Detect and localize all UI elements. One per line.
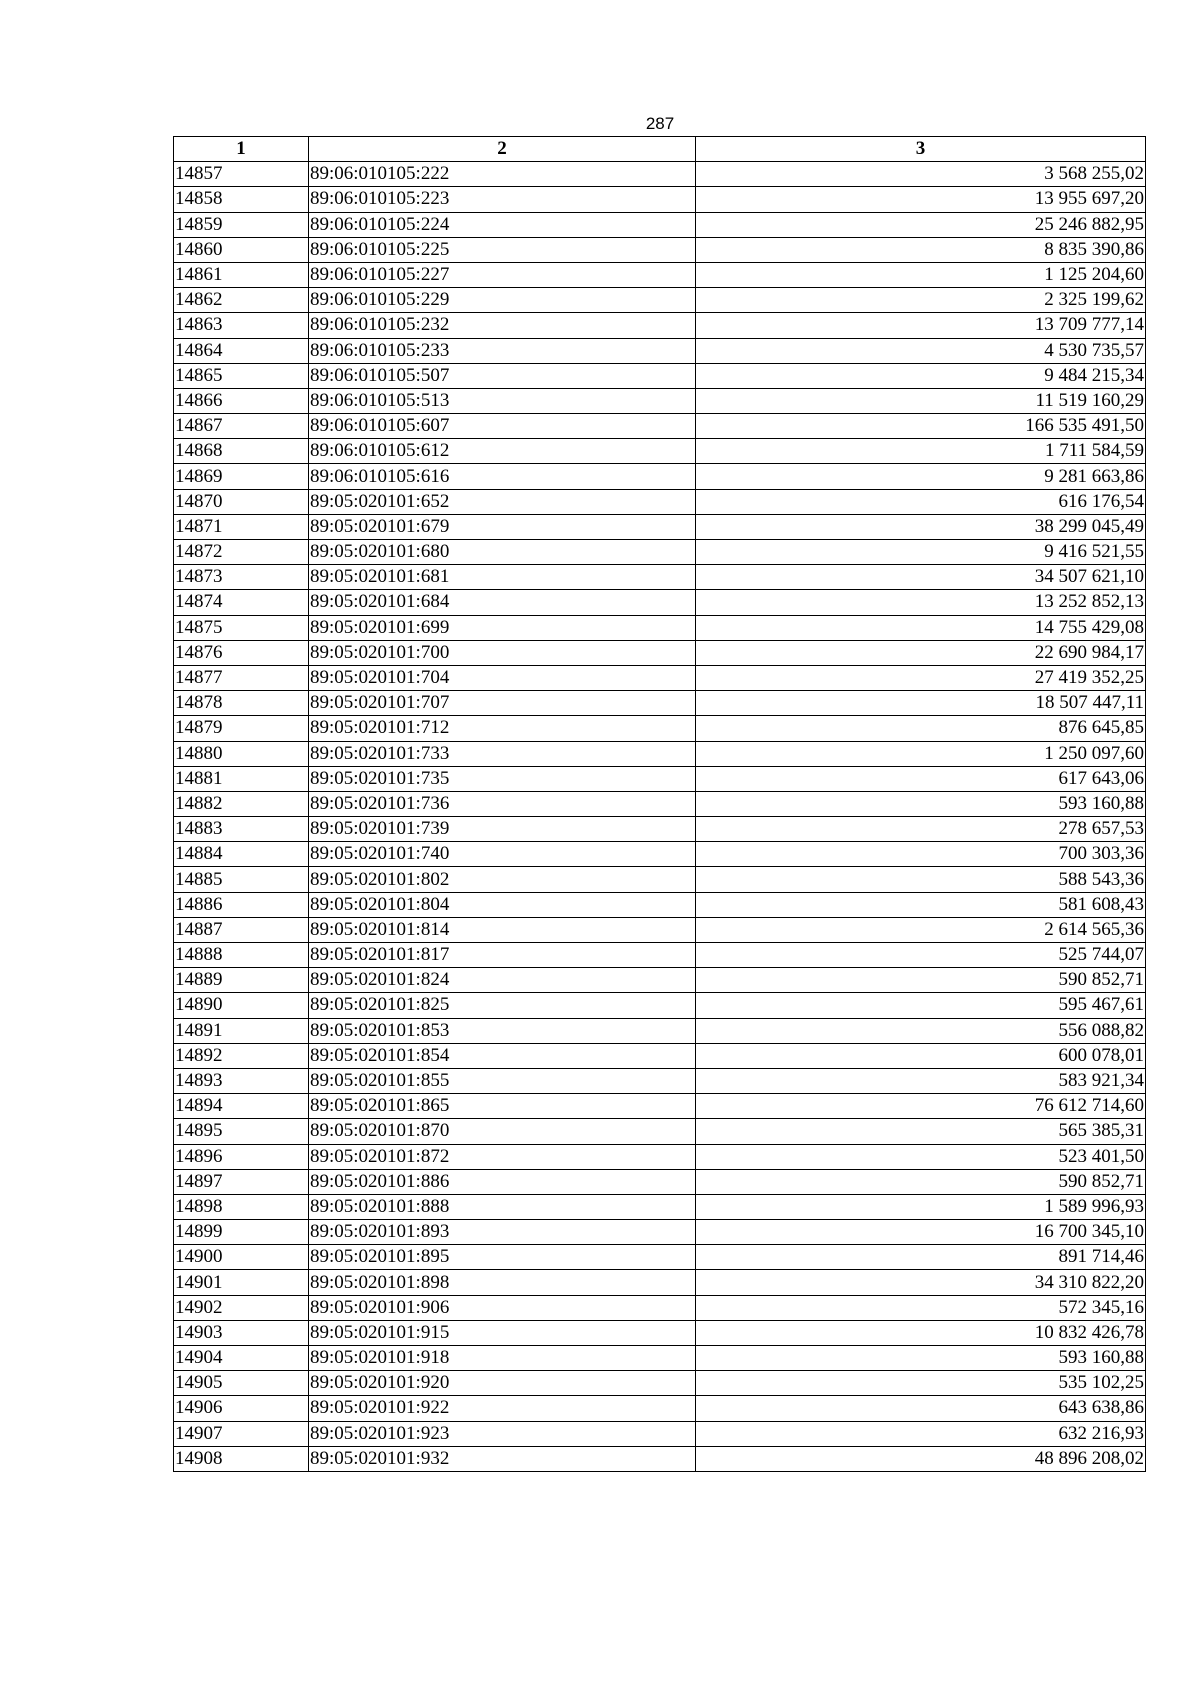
cadastral-number-cell: 89:06:010105:612 <box>309 439 696 464</box>
cadastral-number-cell: 89:05:020101:817 <box>309 943 696 968</box>
table-row <box>174 1043 1146 1068</box>
value-cell: 25 246 882,95 <box>696 212 1146 237</box>
table-row <box>174 892 1146 917</box>
value-cell: 632 216,93 <box>696 1421 1146 1446</box>
value-cell: 590 852,71 <box>696 1169 1146 1194</box>
table-row <box>174 817 1146 842</box>
value-cell: 1 711 584,59 <box>696 439 1146 464</box>
cadastral-number-cell: 89:05:020101:679 <box>309 514 696 539</box>
value-cell: 9 416 521,55 <box>696 540 1146 565</box>
table-row <box>174 691 1146 716</box>
cadastral-number-cell: 89:06:010105:225 <box>309 237 696 262</box>
row-number-cell: 14887 <box>174 917 309 942</box>
table-row <box>174 741 1146 766</box>
table-row <box>174 363 1146 388</box>
row-number-cell: 14881 <box>174 766 309 791</box>
value-cell: 11 519 160,29 <box>696 388 1146 413</box>
cadastral-number-cell: 89:05:020101:888 <box>309 1194 696 1219</box>
table-row <box>174 766 1146 791</box>
row-number-cell: 14882 <box>174 791 309 816</box>
value-cell: 590 852,71 <box>696 968 1146 993</box>
table-row <box>174 489 1146 514</box>
row-number-cell: 14898 <box>174 1194 309 1219</box>
cadastral-number-cell: 89:06:010105:227 <box>309 262 696 287</box>
value-cell: 8 835 390,86 <box>696 237 1146 262</box>
value-cell: 10 832 426,78 <box>696 1320 1146 1345</box>
cadastral-number-cell: 89:06:010105:232 <box>309 313 696 338</box>
table-row <box>174 187 1146 212</box>
value-cell: 523 401,50 <box>696 1144 1146 1169</box>
row-number-cell: 14886 <box>174 892 309 917</box>
value-cell: 556 088,82 <box>696 1018 1146 1043</box>
value-cell: 2 325 199,62 <box>696 288 1146 313</box>
cadastral-number-cell: 89:05:020101:824 <box>309 968 696 993</box>
value-cell: 595 467,61 <box>696 993 1146 1018</box>
value-cell: 572 345,16 <box>696 1295 1146 1320</box>
row-number-cell: 14908 <box>174 1446 309 1471</box>
cadastral-number-cell: 89:05:020101:700 <box>309 640 696 665</box>
row-number-cell: 14884 <box>174 842 309 867</box>
table-row <box>174 162 1146 187</box>
table-row <box>174 1320 1146 1345</box>
row-number-cell: 14864 <box>174 338 309 363</box>
value-cell: 643 638,86 <box>696 1396 1146 1421</box>
page-number: 287 <box>645 114 675 133</box>
row-number-cell: 14877 <box>174 665 309 690</box>
table-row <box>174 1421 1146 1446</box>
row-number-cell: 14894 <box>174 1094 309 1119</box>
table-row <box>174 993 1146 1018</box>
value-cell: 617 643,06 <box>696 766 1146 791</box>
table-row <box>174 514 1146 539</box>
value-cell: 700 303,36 <box>696 842 1146 867</box>
table-row <box>174 1270 1146 1295</box>
table-row <box>174 388 1146 413</box>
row-number-cell: 14878 <box>174 691 309 716</box>
cadastral-number-cell: 89:05:020101:853 <box>309 1018 696 1043</box>
cadastral-number-cell: 89:05:020101:932 <box>309 1446 696 1471</box>
value-cell: 1 250 097,60 <box>696 741 1146 766</box>
table-row <box>174 1346 1146 1371</box>
cadastral-number-cell: 89:05:020101:922 <box>309 1396 696 1421</box>
table-row <box>174 590 1146 615</box>
cadastral-number-cell: 89:05:020101:681 <box>309 565 696 590</box>
cadastral-number-cell: 89:05:020101:739 <box>309 817 696 842</box>
cadastral-number-cell: 89:05:020101:854 <box>309 1043 696 1068</box>
value-cell: 588 543,36 <box>696 867 1146 892</box>
table-row <box>174 1245 1146 1270</box>
value-cell: 2 614 565,36 <box>696 917 1146 942</box>
table-row <box>174 212 1146 237</box>
cadastral-number-cell: 89:05:020101:736 <box>309 791 696 816</box>
cadastral-number-cell: 89:05:020101:684 <box>309 590 696 615</box>
row-number-cell: 14905 <box>174 1371 309 1396</box>
row-number-cell: 14871 <box>174 514 309 539</box>
value-cell: 4 530 735,57 <box>696 338 1146 363</box>
column-header-3: 3 <box>696 137 1146 162</box>
column-header-1: 1 <box>174 137 309 162</box>
table-row <box>174 1119 1146 1144</box>
value-cell: 34 507 621,10 <box>696 565 1146 590</box>
row-number-cell: 14896 <box>174 1144 309 1169</box>
table-row <box>174 968 1146 993</box>
row-number-cell: 14865 <box>174 363 309 388</box>
table-row <box>174 665 1146 690</box>
cadastral-number-cell: 89:05:020101:733 <box>309 741 696 766</box>
table-row <box>174 414 1146 439</box>
value-cell: 14 755 429,08 <box>696 615 1146 640</box>
cadastral-number-cell: 89:06:010105:513 <box>309 388 696 413</box>
cadastral-number-cell: 89:06:010105:507 <box>309 363 696 388</box>
row-number-cell: 14868 <box>174 439 309 464</box>
value-cell: 166 535 491,50 <box>696 414 1146 439</box>
cadastral-number-cell: 89:05:020101:898 <box>309 1270 696 1295</box>
value-cell: 593 160,88 <box>696 1346 1146 1371</box>
row-number-cell: 14866 <box>174 388 309 413</box>
value-cell: 1 589 996,93 <box>696 1194 1146 1219</box>
cadastral-number-cell: 89:05:020101:825 <box>309 993 696 1018</box>
row-number-cell: 14873 <box>174 565 309 590</box>
row-number-cell: 14890 <box>174 993 309 1018</box>
cadastral-number-cell: 89:05:020101:906 <box>309 1295 696 1320</box>
cadastral-number-cell: 89:05:020101:865 <box>309 1094 696 1119</box>
value-cell: 278 657,53 <box>696 817 1146 842</box>
row-number-cell: 14891 <box>174 1018 309 1043</box>
cadastral-number-cell: 89:05:020101:923 <box>309 1421 696 1446</box>
row-number-cell: 14872 <box>174 540 309 565</box>
table-row <box>174 1144 1146 1169</box>
table-row <box>174 943 1146 968</box>
row-number-cell: 14863 <box>174 313 309 338</box>
cadastral-number-cell: 89:06:010105:616 <box>309 464 696 489</box>
row-number-cell: 14874 <box>174 590 309 615</box>
table-row <box>174 917 1146 942</box>
row-number-cell: 14858 <box>174 187 309 212</box>
cadastral-number-cell: 89:06:010105:229 <box>309 288 696 313</box>
cadastral-number-cell: 89:05:020101:699 <box>309 615 696 640</box>
value-cell: 876 645,85 <box>696 716 1146 741</box>
table-row <box>174 791 1146 816</box>
value-cell: 593 160,88 <box>696 791 1146 816</box>
value-cell: 3 568 255,02 <box>696 162 1146 187</box>
table-body <box>174 162 1146 1472</box>
row-number-cell: 14883 <box>174 817 309 842</box>
cadastral-number-cell: 89:05:020101:704 <box>309 665 696 690</box>
value-cell: 600 078,01 <box>696 1043 1146 1068</box>
value-cell: 13 252 852,13 <box>696 590 1146 615</box>
value-cell: 27 419 352,25 <box>696 665 1146 690</box>
table-row <box>174 288 1146 313</box>
value-cell: 535 102,25 <box>696 1371 1146 1396</box>
table-row <box>174 1194 1146 1219</box>
value-cell: 1 125 204,60 <box>696 262 1146 287</box>
value-cell: 76 612 714,60 <box>696 1094 1146 1119</box>
row-number-cell: 14895 <box>174 1119 309 1144</box>
cadastral-number-cell: 89:05:020101:680 <box>309 540 696 565</box>
row-number-cell: 14899 <box>174 1220 309 1245</box>
table-row <box>174 716 1146 741</box>
table-row <box>174 338 1146 363</box>
cadastral-number-cell: 89:05:020101:707 <box>309 691 696 716</box>
row-number-cell: 14907 <box>174 1421 309 1446</box>
cadastral-number-cell: 89:06:010105:224 <box>309 212 696 237</box>
row-number-cell: 14897 <box>174 1169 309 1194</box>
row-number-cell: 14904 <box>174 1346 309 1371</box>
cadastral-number-cell: 89:05:020101:893 <box>309 1220 696 1245</box>
header-row <box>174 137 1146 162</box>
row-number-cell: 14876 <box>174 640 309 665</box>
cadastral-number-cell: 89:05:020101:872 <box>309 1144 696 1169</box>
cadastral-number-cell: 89:05:020101:870 <box>309 1119 696 1144</box>
row-number-cell: 14893 <box>174 1068 309 1093</box>
cadastral-number-cell: 89:05:020101:814 <box>309 917 696 942</box>
value-cell: 38 299 045,49 <box>696 514 1146 539</box>
row-number-cell: 14861 <box>174 262 309 287</box>
table-row <box>174 262 1146 287</box>
table-row <box>174 1018 1146 1043</box>
table-row <box>174 1446 1146 1471</box>
row-number-cell: 14901 <box>174 1270 309 1295</box>
row-number-cell: 14875 <box>174 615 309 640</box>
table-row <box>174 1169 1146 1194</box>
value-cell: 34 310 822,20 <box>696 1270 1146 1295</box>
value-cell: 9 484 215,34 <box>696 363 1146 388</box>
row-number-cell: 14862 <box>174 288 309 313</box>
cadastral-number-cell: 89:05:020101:918 <box>309 1346 696 1371</box>
table-row <box>174 867 1146 892</box>
table-row <box>174 1371 1146 1396</box>
row-number-cell: 14885 <box>174 867 309 892</box>
table-row <box>174 439 1146 464</box>
row-number-cell: 14888 <box>174 943 309 968</box>
cadastral-number-cell: 89:05:020101:855 <box>309 1068 696 1093</box>
row-number-cell: 14903 <box>174 1320 309 1345</box>
cadastral-number-cell: 89:05:020101:895 <box>309 1245 696 1270</box>
table-row <box>174 640 1146 665</box>
registry-table <box>173 136 1146 1472</box>
value-cell: 525 744,07 <box>696 943 1146 968</box>
row-number-cell: 14869 <box>174 464 309 489</box>
row-number-cell: 14906 <box>174 1396 309 1421</box>
value-cell: 583 921,34 <box>696 1068 1146 1093</box>
cadastral-number-cell: 89:05:020101:915 <box>309 1320 696 1345</box>
row-number-cell: 14900 <box>174 1245 309 1270</box>
row-number-cell: 14879 <box>174 716 309 741</box>
table-row <box>174 565 1146 590</box>
cadastral-number-cell: 89:05:020101:735 <box>309 766 696 791</box>
row-number-cell: 14867 <box>174 414 309 439</box>
value-cell: 616 176,54 <box>696 489 1146 514</box>
value-cell: 565 385,31 <box>696 1119 1146 1144</box>
cadastral-number-cell: 89:05:020101:886 <box>309 1169 696 1194</box>
row-number-cell: 14892 <box>174 1043 309 1068</box>
value-cell: 9 281 663,86 <box>696 464 1146 489</box>
table-row <box>174 842 1146 867</box>
cadastral-number-cell: 89:05:020101:802 <box>309 867 696 892</box>
cadastral-number-cell: 89:06:010105:223 <box>309 187 696 212</box>
cadastral-number-cell: 89:05:020101:804 <box>309 892 696 917</box>
table-row <box>174 1068 1146 1093</box>
cadastral-number-cell: 89:05:020101:920 <box>309 1371 696 1396</box>
value-cell: 16 700 345,10 <box>696 1220 1146 1245</box>
cadastral-number-cell: 89:06:010105:222 <box>309 162 696 187</box>
table-row <box>174 313 1146 338</box>
value-cell: 18 507 447,11 <box>696 691 1146 716</box>
row-number-cell: 14880 <box>174 741 309 766</box>
table-header <box>174 137 1146 162</box>
table-row <box>174 1094 1146 1119</box>
column-header-2: 2 <box>309 137 696 162</box>
table-row <box>174 464 1146 489</box>
table-row <box>174 1295 1146 1320</box>
row-number-cell: 14889 <box>174 968 309 993</box>
value-cell: 13 709 777,14 <box>696 313 1146 338</box>
table-row <box>174 1220 1146 1245</box>
cadastral-number-cell: 89:05:020101:740 <box>309 842 696 867</box>
table-row <box>174 540 1146 565</box>
cadastral-number-cell: 89:05:020101:712 <box>309 716 696 741</box>
value-cell: 13 955 697,20 <box>696 187 1146 212</box>
value-cell: 48 896 208,02 <box>696 1446 1146 1471</box>
table-row <box>174 615 1146 640</box>
row-number-cell: 14857 <box>174 162 309 187</box>
row-number-cell: 14859 <box>174 212 309 237</box>
value-cell: 891 714,46 <box>696 1245 1146 1270</box>
value-cell: 22 690 984,17 <box>696 640 1146 665</box>
row-number-cell: 14870 <box>174 489 309 514</box>
cadastral-number-cell: 89:05:020101:652 <box>309 489 696 514</box>
table-row <box>174 237 1146 262</box>
value-cell: 581 608,43 <box>696 892 1146 917</box>
row-number-cell: 14902 <box>174 1295 309 1320</box>
row-number-cell: 14860 <box>174 237 309 262</box>
cadastral-number-cell: 89:06:010105:233 <box>309 338 696 363</box>
cadastral-number-cell: 89:06:010105:607 <box>309 414 696 439</box>
table-row <box>174 1396 1146 1421</box>
